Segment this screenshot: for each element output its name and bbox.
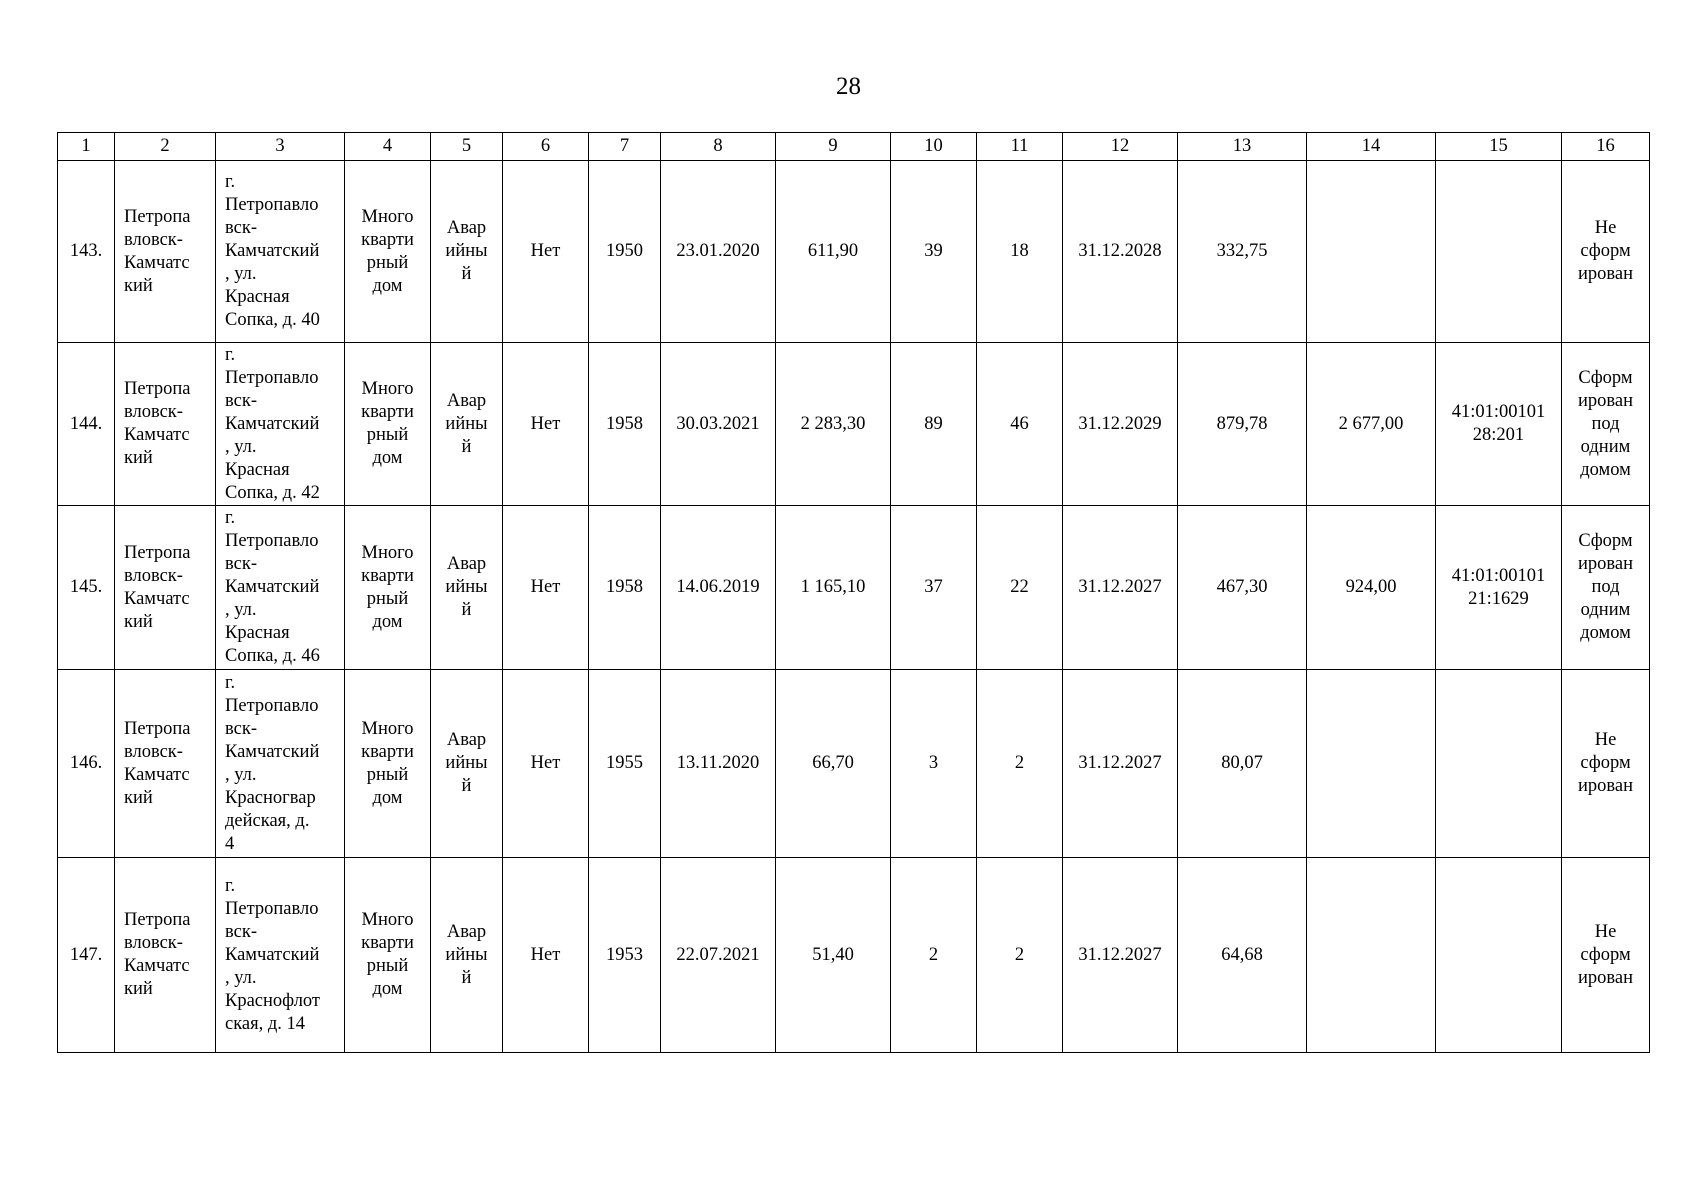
cell-line: сформ: [1580, 241, 1631, 261]
value-cell: 924,00: [1307, 506, 1436, 670]
cell-line: Авар: [446, 921, 487, 942]
cell-line: Красная: [225, 623, 290, 643]
column-header: 10: [891, 133, 977, 161]
cell-line: й: [461, 264, 472, 284]
cell-line: ийны: [445, 753, 488, 773]
cell-line: Петропавло: [225, 367, 319, 388]
table-row: [58, 343, 1650, 506]
date-cell: 13.11.2020: [661, 670, 776, 858]
cell-line: дом: [372, 979, 403, 999]
cell-line: Камчатс: [124, 252, 190, 273]
cell-line: кварти: [361, 565, 414, 586]
cell-line: й: [461, 967, 472, 988]
cell-line: 41:01:00101: [1451, 402, 1546, 422]
municipality-cell: [115, 670, 216, 858]
column-header: 5: [431, 133, 503, 161]
cell-line: дом: [372, 611, 403, 632]
cell-line: вск-: [225, 218, 257, 238]
cell-line: сформ: [1580, 944, 1631, 965]
address-cell: [216, 343, 345, 506]
cell-line: Красная: [225, 459, 290, 480]
cell-line: й: [461, 436, 472, 457]
cell-line: 21:1629: [1468, 588, 1529, 609]
column-header: 8: [661, 133, 776, 161]
status-cell: [431, 858, 503, 1053]
cell-line: вск-: [225, 554, 257, 574]
cell-line: 41:01:00101: [1451, 565, 1546, 586]
cell-line: й: [461, 600, 472, 620]
area-cell: 2 283,30: [776, 343, 891, 506]
cell-line: Камчатский: [225, 944, 320, 965]
cell-line: Камчатский: [225, 241, 320, 261]
cell-line: Не: [1594, 921, 1617, 942]
cell-line: Петропа: [124, 542, 191, 563]
date-cell: 30.03.2021: [661, 343, 776, 506]
row-number-cell: 147.: [58, 858, 115, 1053]
housing-registry-table: [57, 132, 1650, 1053]
count-cell: 89: [891, 343, 977, 506]
address-cell: [216, 858, 345, 1053]
cell-line: Петропа: [124, 718, 191, 739]
cell-line: Много: [361, 542, 414, 563]
count-cell: 3: [891, 670, 977, 858]
cell-line: дом: [372, 448, 403, 468]
year-cell: 1958: [589, 343, 661, 506]
cell-line: вловск-: [124, 565, 183, 586]
cell-line: Петропа: [124, 910, 191, 930]
cell-line: Много: [361, 206, 414, 227]
cell-line: ирован: [1577, 554, 1633, 574]
cell-line: вловск-: [124, 402, 183, 422]
cadastral-number-cell: [1436, 858, 1562, 1053]
cell-line: кий: [124, 275, 153, 296]
cadastral-number-cell: [1436, 506, 1562, 670]
house-type-cell: [345, 343, 431, 506]
column-header: 3: [216, 133, 345, 161]
date-cell: 23.01.2020: [661, 161, 776, 343]
column-header: 4: [345, 133, 431, 161]
cell-line: Не: [1594, 218, 1617, 238]
table-row: [58, 670, 1650, 858]
cell-line: ийны: [445, 241, 488, 261]
cadastral-number-cell: [1436, 161, 1562, 343]
cell-line: Петропавло: [225, 898, 319, 919]
cell-line: Камчатс: [124, 588, 190, 609]
cadastral-number-cell: [1436, 343, 1562, 506]
column-header: 14: [1307, 133, 1436, 161]
cell-line: Авар: [446, 390, 487, 411]
cell-line: ирован: [1577, 264, 1633, 284]
flag-cell: Нет: [503, 670, 589, 858]
cell-line: Сформ: [1578, 367, 1633, 388]
count-cell: 39: [891, 161, 977, 343]
cell-line: вловск-: [124, 229, 183, 250]
cell-line: Краснофлот: [225, 990, 321, 1011]
value-cell: [1307, 858, 1436, 1053]
cell-line: Петропавло: [225, 695, 319, 716]
cell-line: Авар: [446, 218, 487, 238]
row-number-cell: 143.: [58, 161, 115, 343]
cell-line: рный: [366, 425, 409, 445]
value-cell: [1307, 161, 1436, 343]
cell-line: кварти: [361, 402, 414, 422]
date-cell: 14.06.2019: [661, 506, 776, 670]
cell-line: Сопка, д. 40: [225, 310, 320, 330]
column-header: 6: [503, 133, 589, 161]
house-type-cell: [345, 670, 431, 858]
cell-line: Камчатский: [225, 741, 320, 762]
cell-line: Красная: [225, 287, 290, 307]
cell-line: , ул.: [225, 600, 257, 620]
cell-line: , ул.: [225, 764, 257, 785]
column-header: 2: [115, 133, 216, 161]
cell-line: дом: [372, 275, 403, 296]
cell-line: г.: [225, 344, 236, 365]
cell-line: Сформ: [1578, 531, 1633, 551]
cell-line: кий: [124, 979, 153, 999]
cell-line: под: [1591, 577, 1620, 597]
municipality-cell: [115, 506, 216, 670]
flag-cell: Нет: [503, 858, 589, 1053]
deadline-cell: 31.12.2029: [1063, 343, 1178, 506]
cell-line: ийны: [445, 577, 488, 597]
count-cell: 37: [891, 506, 977, 670]
cell-line: дом: [372, 787, 403, 808]
cell-line: Петропавло: [225, 531, 319, 551]
municipality-cell: [115, 858, 216, 1053]
cell-line: ирован: [1577, 390, 1633, 411]
table-row: [58, 161, 1650, 343]
cell-line: Красногвар: [225, 787, 316, 808]
area-cell: 1 165,10: [776, 506, 891, 670]
cell-line: рный: [366, 764, 409, 785]
cell-line: ирован: [1577, 776, 1633, 796]
land-status-cell: [1562, 858, 1650, 1053]
status-cell: [431, 343, 503, 506]
municipality-cell: [115, 161, 216, 343]
land-status-cell: [1562, 161, 1650, 343]
column-header: 7: [589, 133, 661, 161]
cell-line: Камчатс: [124, 425, 190, 445]
column-header: 9: [776, 133, 891, 161]
house-type-cell: [345, 506, 431, 670]
count-cell: 22: [977, 506, 1063, 670]
deadline-cell: 31.12.2027: [1063, 506, 1178, 670]
cell-line: рный: [366, 588, 409, 609]
row-number-cell: 145.: [58, 506, 115, 670]
house-type-cell: [345, 858, 431, 1053]
deadline-cell: 31.12.2027: [1063, 670, 1178, 858]
cell-line: Камчатс: [124, 956, 190, 976]
cell-line: кварти: [361, 229, 414, 250]
cell-line: вск-: [225, 390, 257, 411]
column-header: 16: [1562, 133, 1650, 161]
cell-line: ийны: [445, 413, 488, 434]
cell-line: г.: [225, 172, 236, 192]
cell-line: кий: [124, 448, 153, 468]
year-cell: 1958: [589, 506, 661, 670]
municipality-cell: [115, 343, 216, 506]
status-cell: [431, 506, 503, 670]
cell-line: дейская, д.: [225, 810, 310, 831]
cell-line: рный: [366, 956, 409, 976]
cell-line: Много: [361, 718, 414, 739]
cell-line: Авар: [446, 554, 487, 574]
date-cell: 22.07.2021: [661, 858, 776, 1053]
deadline-cell: 31.12.2028: [1063, 161, 1178, 343]
table-body: [58, 161, 1650, 1053]
cell-line: кварти: [361, 741, 414, 762]
cell-line: Не: [1594, 730, 1617, 750]
cell-line: ская, д. 14: [225, 1013, 306, 1034]
cell-line: кий: [124, 611, 153, 632]
year-cell: 1955: [589, 670, 661, 858]
flag-cell: Нет: [503, 161, 589, 343]
column-header: 1: [58, 133, 115, 161]
cell-line: вск-: [225, 921, 257, 942]
cell-line: Камчатс: [124, 764, 190, 785]
year-cell: 1953: [589, 858, 661, 1053]
address-cell: [216, 670, 345, 858]
cell-line: сформ: [1580, 753, 1631, 773]
page-number: 28: [836, 73, 861, 100]
year-cell: 1950: [589, 161, 661, 343]
cell-line: Сопка, д. 42: [225, 482, 320, 503]
value-cell: 467,30: [1178, 506, 1307, 670]
value-cell: 2 677,00: [1307, 343, 1436, 506]
cell-line: ийны: [445, 944, 488, 965]
value-cell: 879,78: [1178, 343, 1307, 506]
land-status-cell: [1562, 343, 1650, 506]
area-cell: 66,70: [776, 670, 891, 858]
cell-line: под: [1591, 413, 1620, 434]
count-cell: 2: [977, 670, 1063, 858]
flag-cell: Нет: [503, 506, 589, 670]
cell-line: й: [461, 776, 472, 796]
address-cell: [216, 161, 345, 343]
column-number-row: [58, 133, 1650, 161]
cell-line: домом: [1580, 459, 1631, 480]
value-cell: 80,07: [1178, 670, 1307, 858]
status-cell: [431, 670, 503, 858]
cell-line: одним: [1580, 436, 1631, 457]
land-status-cell: [1562, 506, 1650, 670]
cell-line: г.: [225, 672, 236, 693]
row-number-cell: 146.: [58, 670, 115, 858]
deadline-cell: 31.12.2027: [1063, 858, 1178, 1053]
cell-line: Камчатский: [225, 413, 320, 434]
column-header: 11: [977, 133, 1063, 161]
cell-line: Авар: [446, 730, 487, 750]
cell-line: Камчатский: [225, 577, 320, 597]
area-cell: 611,90: [776, 161, 891, 343]
cell-line: Петропа: [124, 379, 191, 399]
cell-line: Петропавло: [225, 195, 319, 215]
column-header: 12: [1063, 133, 1178, 161]
cell-line: , ул.: [225, 436, 257, 457]
status-cell: [431, 161, 503, 343]
value-cell: 332,75: [1178, 161, 1307, 343]
column-header: 15: [1436, 133, 1562, 161]
cell-line: кий: [124, 787, 153, 808]
cell-line: 28:201: [1472, 425, 1525, 445]
table-row: [58, 506, 1650, 670]
house-type-cell: [345, 161, 431, 343]
cell-line: вловск-: [124, 933, 183, 953]
cell-line: кварти: [361, 933, 414, 953]
cell-line: вловск-: [124, 741, 183, 762]
address-cell: [216, 506, 345, 670]
count-cell: 18: [977, 161, 1063, 343]
area-cell: 51,40: [776, 858, 891, 1053]
cell-line: Много: [361, 379, 414, 399]
count-cell: 46: [977, 343, 1063, 506]
value-cell: [1307, 670, 1436, 858]
cell-line: , ул.: [225, 967, 257, 988]
value-cell: 64,68: [1178, 858, 1307, 1053]
cell-line: домом: [1580, 623, 1631, 643]
flag-cell: Нет: [503, 343, 589, 506]
cell-line: г.: [225, 508, 236, 528]
land-status-cell: [1562, 670, 1650, 858]
cadastral-number-cell: [1436, 670, 1562, 858]
table-row: [58, 858, 1650, 1053]
count-cell: 2: [891, 858, 977, 1053]
cell-line: , ул.: [225, 264, 257, 284]
column-header: 13: [1178, 133, 1307, 161]
row-number-cell: 144.: [58, 343, 115, 506]
cell-line: рный: [366, 252, 409, 273]
cell-line: Петропа: [124, 206, 191, 227]
cell-line: вск-: [225, 718, 257, 739]
cell-line: 4: [225, 833, 235, 854]
cell-line: Много: [361, 910, 414, 930]
cell-line: г.: [225, 875, 236, 896]
cell-line: ирован: [1577, 967, 1633, 988]
cell-line: Сопка, д. 46: [225, 646, 320, 666]
count-cell: 2: [977, 858, 1063, 1053]
cell-line: одним: [1580, 600, 1631, 620]
